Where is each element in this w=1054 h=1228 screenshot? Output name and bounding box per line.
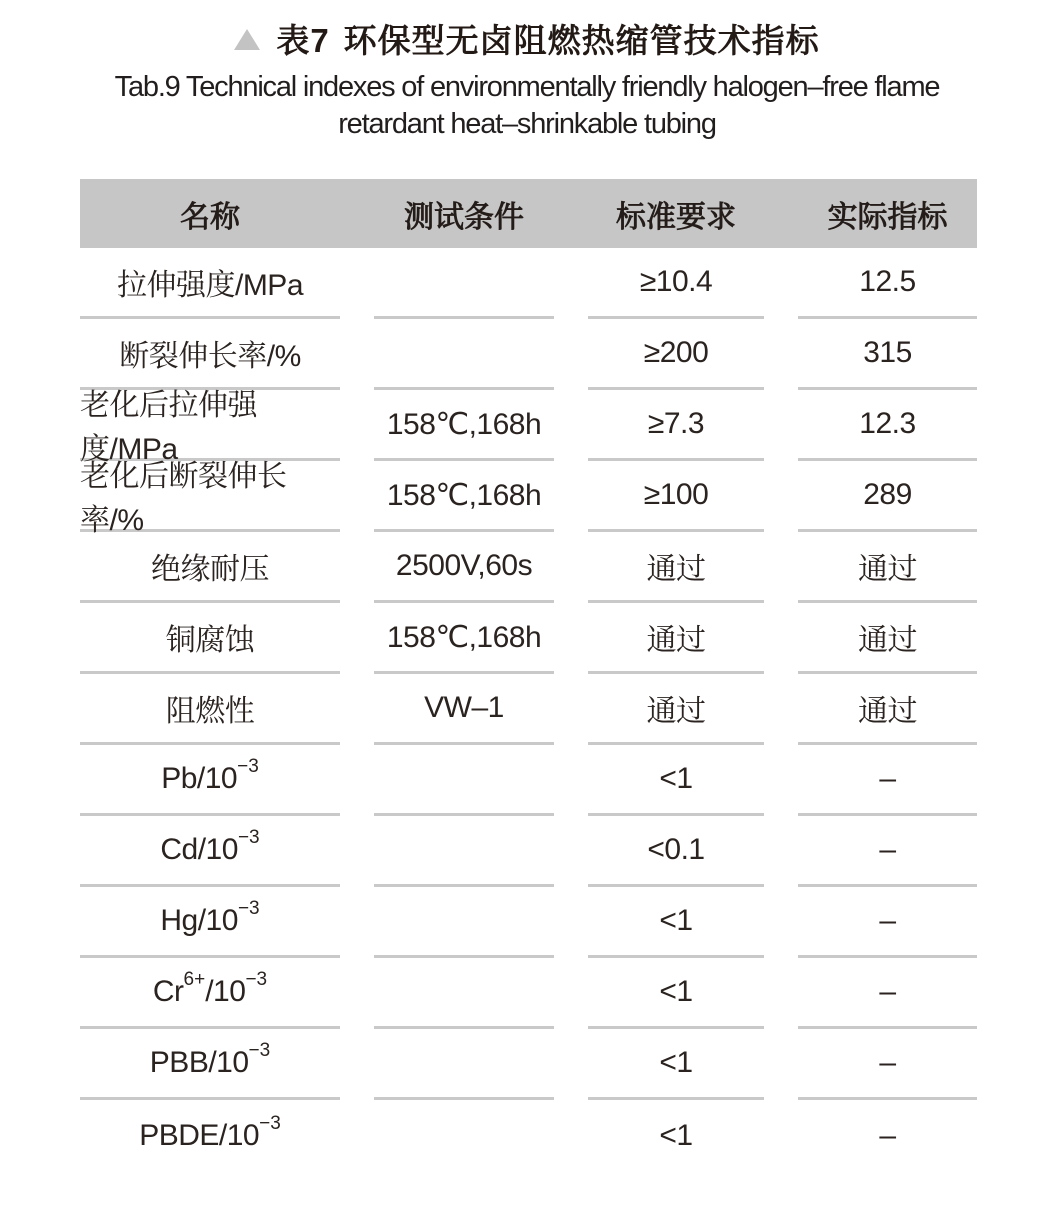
- cell-condition-row6: [374, 603, 554, 674]
- cell-text: 老化后断裂伸长率/%: [80, 460, 287, 537]
- table-row: [80, 1029, 977, 1100]
- table-row: [80, 1100, 977, 1171]
- caption-zh-label: 表7: [276, 21, 330, 59]
- cell-condition-row2: [374, 319, 554, 390]
- column-header-test-condition: 测试条件: [404, 200, 524, 234]
- cell-condition-row1: [374, 248, 554, 319]
- table-header-row: [80, 179, 977, 248]
- table-row: [80, 745, 977, 816]
- cell-name-row11: [80, 958, 340, 1029]
- cell-condition-row11: [374, 958, 554, 1029]
- cell-name-row6: [80, 603, 340, 674]
- cell-text: 315: [863, 336, 912, 369]
- column-header-actual-index: 实际指标: [827, 200, 948, 234]
- cell-name-row5: [80, 532, 340, 603]
- cell-text: PBDE/10: [139, 1118, 260, 1152]
- cell-condition-row7: [374, 674, 554, 745]
- table-row: [80, 248, 977, 319]
- cell-text: <1: [659, 1118, 693, 1152]
- table-body: [80, 248, 977, 1171]
- cell-actual-row10: [798, 887, 977, 958]
- cell-text: 通过: [858, 695, 917, 728]
- cell-name-row10: [80, 887, 340, 958]
- cell-text: <1: [659, 904, 693, 937]
- cell-text: 289: [863, 478, 912, 511]
- cell-text: –: [879, 833, 896, 866]
- cell-text: 通过: [858, 624, 917, 657]
- column-header-name: 名称: [180, 200, 240, 234]
- cell-text: 通过: [858, 553, 917, 586]
- cell-actual-row4: [798, 461, 977, 532]
- superscript-text: −3: [237, 827, 260, 848]
- cell-name-row4: [80, 460, 340, 537]
- cell-standard-row11: [588, 958, 764, 1029]
- cell-text: 12.3: [859, 407, 916, 440]
- cell-text: –: [879, 1118, 896, 1152]
- superscript-text: −3: [237, 898, 260, 919]
- cell-text: 阻燃性: [165, 695, 255, 728]
- caption-en-line1: Tab.9 Technical indexes of environmentally friendly halogen–free flame: [114, 71, 940, 103]
- cell-text: 断裂伸长率/%: [119, 340, 301, 373]
- triangle-up-icon: [234, 29, 260, 50]
- cell-actual-row6: [798, 603, 977, 674]
- cell-text: Hg/10: [160, 904, 238, 937]
- table-row: [80, 460, 977, 537]
- cell-standard-row6: [588, 603, 764, 674]
- cell-actual-row1: [798, 248, 977, 319]
- superscript-text: 6+: [183, 969, 206, 990]
- table-row: [80, 532, 977, 603]
- cell-actual-row11: [798, 958, 977, 1029]
- cell-text: VW–1: [424, 691, 504, 724]
- cell-name-row9: [80, 816, 340, 887]
- cell-text: –: [879, 904, 896, 937]
- cell-name-row1: [80, 248, 340, 319]
- cell-text: PBB/10: [149, 1046, 249, 1079]
- cell-condition-row9: [374, 816, 554, 887]
- cell-text: /10: [205, 975, 246, 1008]
- cell-actual-row3: [798, 390, 977, 461]
- cell-text: <1: [659, 762, 693, 795]
- table-row: [80, 887, 977, 958]
- cell-actual-row13: [798, 1100, 977, 1171]
- cell-standard-row1: [588, 248, 764, 319]
- table-row: [80, 958, 977, 1029]
- cell-text: Cr: [152, 975, 184, 1008]
- cell-condition-row13: [374, 1100, 554, 1171]
- cell-actual-row5: [798, 532, 977, 603]
- superscript-text: −3: [237, 756, 259, 777]
- cell-condition-row4: [374, 461, 554, 532]
- cell-text: 通过: [646, 553, 706, 586]
- cell-actual-row7: [798, 674, 977, 745]
- caption-en-line2: retardant heat–shrinkable tubing: [338, 108, 716, 140]
- cell-text: 158℃,168h: [386, 478, 542, 512]
- cell-text: ≥7.3: [647, 407, 705, 440]
- technical-index-table: [80, 179, 977, 1171]
- cell-text: 通过: [646, 695, 706, 728]
- cell-text: Pb/10: [161, 762, 238, 795]
- cell-actual-row2: [798, 319, 977, 390]
- cell-text: ≥10.4: [639, 265, 713, 298]
- cell-text: 拉伸强度/MPa: [116, 269, 304, 302]
- cell-standard-row13: [588, 1100, 764, 1171]
- cell-text: ≥100: [643, 478, 709, 511]
- cell-standard-row12: [588, 1029, 764, 1100]
- caption-zh-line: [0, 16, 1054, 60]
- cell-name-row7: [80, 674, 340, 745]
- cell-text: –: [879, 1046, 896, 1079]
- cell-condition-row8: [374, 745, 554, 816]
- cell-standard-row7: [588, 674, 764, 745]
- cell-condition-row3: [374, 390, 554, 461]
- cell-text: –: [879, 975, 896, 1008]
- cell-text: ≥200: [643, 336, 709, 369]
- cell-text: 老化后拉伸强度/MPa: [80, 389, 257, 466]
- cell-text: –: [879, 762, 896, 795]
- cell-text: <1: [659, 1046, 693, 1079]
- cell-standard-row4: [588, 461, 764, 532]
- caption-zh-title: 环保型无卤阻燃热缩管技术指标: [343, 21, 820, 59]
- cell-text: <0.1: [647, 833, 705, 866]
- cell-actual-row9: [798, 816, 977, 887]
- cell-standard-row3: [588, 390, 764, 461]
- cell-standard-row10: [588, 887, 764, 958]
- table-row: [80, 674, 977, 745]
- table-caption: [0, 0, 1054, 143]
- cell-text: 铜腐蚀: [165, 624, 255, 657]
- cell-text: 通过: [646, 624, 706, 657]
- cell-text: <1: [659, 975, 693, 1008]
- superscript-text: −3: [259, 1112, 281, 1134]
- column-header-standard-requirement: 标准要求: [616, 200, 736, 234]
- superscript-text: −3: [245, 969, 268, 990]
- cell-standard-row5: [588, 532, 764, 603]
- caption-en: [0, 69, 1054, 143]
- cell-actual-row12: [798, 1029, 977, 1100]
- cell-standard-row2: [588, 319, 764, 390]
- cell-text: 2500V,60s: [395, 549, 533, 582]
- cell-condition-row12: [374, 1029, 554, 1100]
- cell-text: 绝缘耐压: [151, 553, 269, 586]
- cell-text: 158℃,168h: [386, 407, 542, 441]
- cell-text: Cd/10: [160, 833, 238, 866]
- cell-condition-row5: [374, 532, 554, 603]
- cell-text: 12.5: [859, 265, 916, 298]
- cell-name-row8: [80, 745, 340, 816]
- cell-actual-row8: [798, 745, 977, 816]
- table-row: [80, 816, 977, 887]
- superscript-text: −3: [248, 1040, 271, 1061]
- cell-condition-row10: [374, 887, 554, 958]
- table-row: [80, 603, 977, 674]
- cell-text: 158℃,168h: [386, 620, 542, 654]
- cell-standard-row9: [588, 816, 764, 887]
- cell-name-row13: [80, 1100, 340, 1171]
- cell-name-row12: [80, 1029, 340, 1100]
- cell-standard-row8: [588, 745, 764, 816]
